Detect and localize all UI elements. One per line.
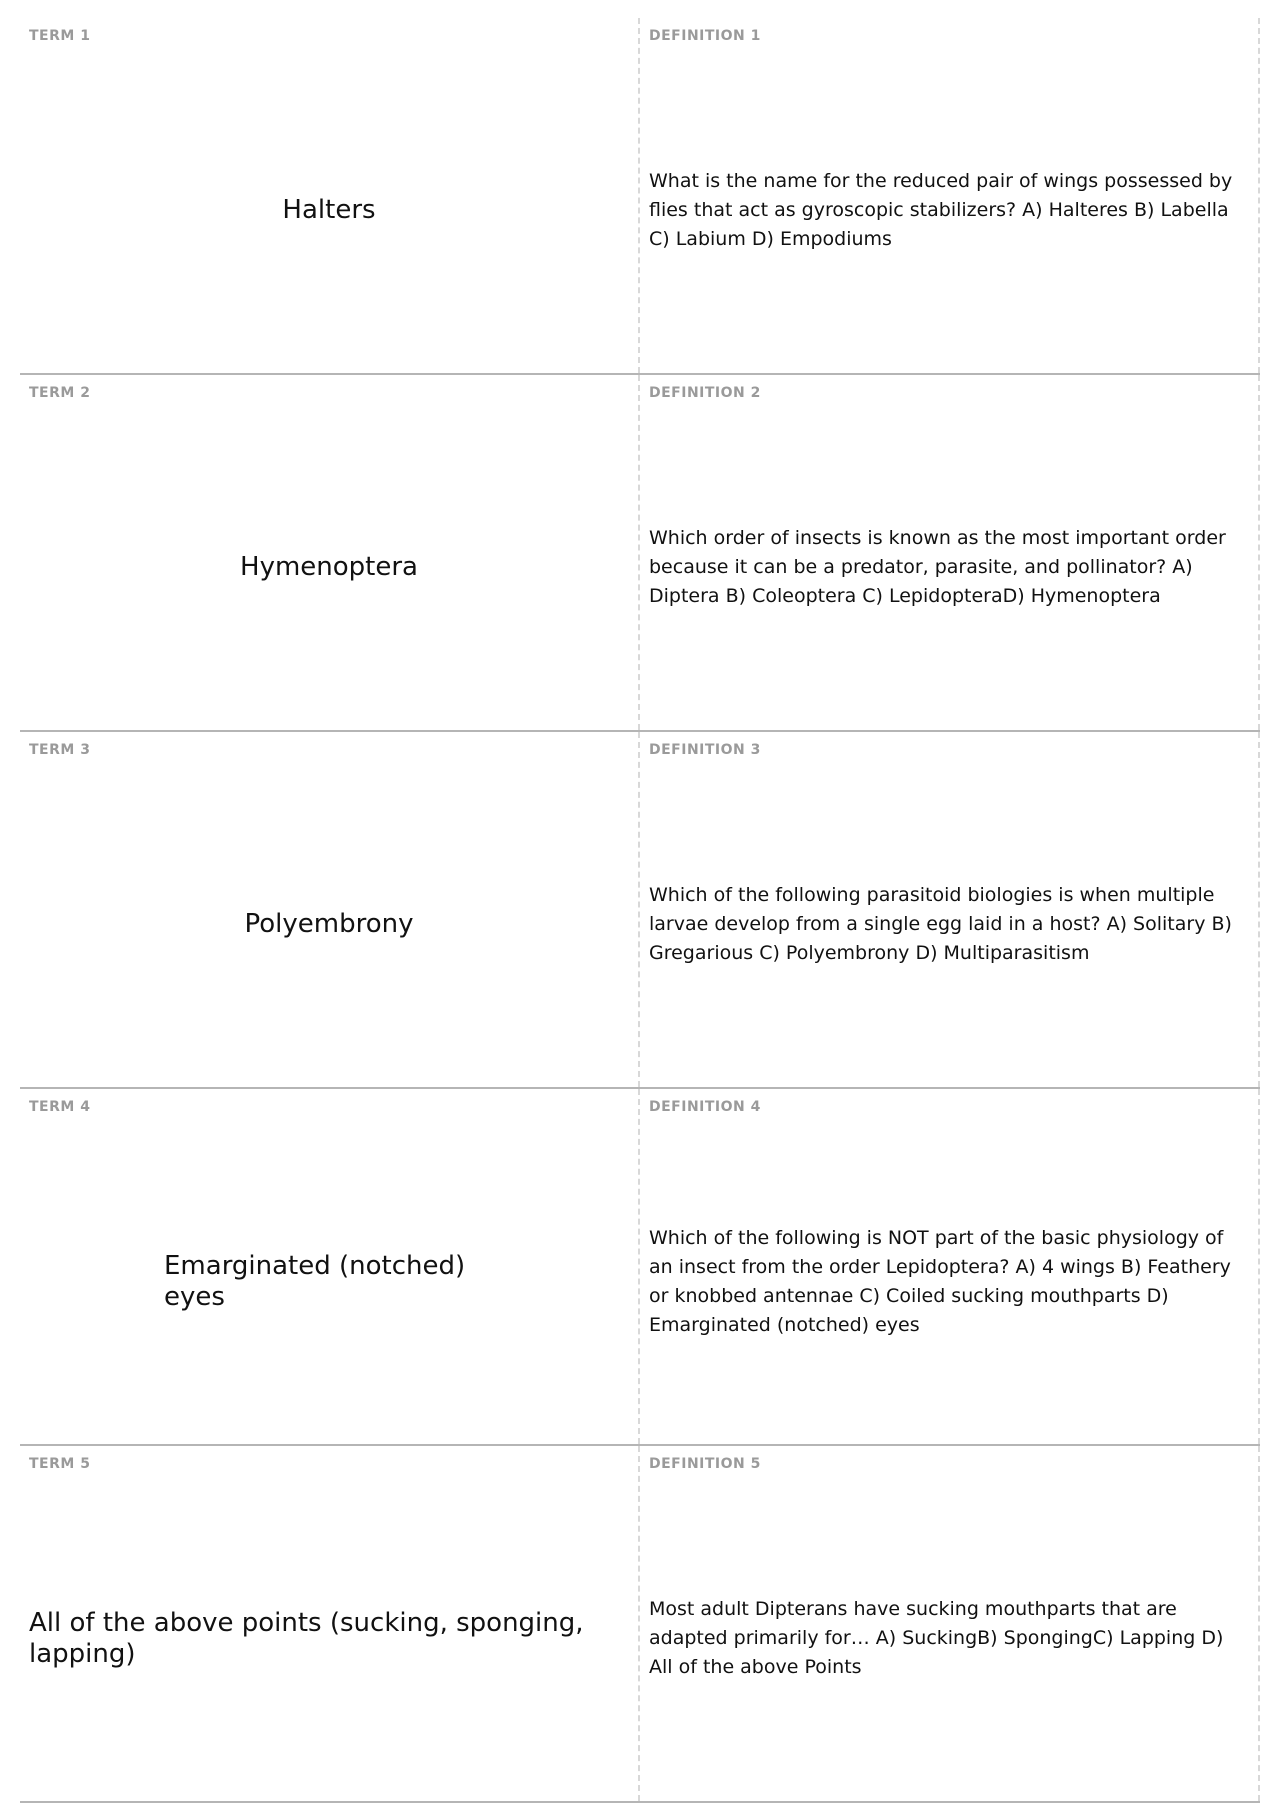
definition-label: DEFINITION 4 <box>649 1099 761 1115</box>
flashcard-sheet <box>20 18 1260 1803</box>
term-body <box>29 1129 629 1434</box>
flashcard-row <box>20 18 1260 375</box>
term-cell <box>20 732 640 1087</box>
definition-cell <box>640 18 1260 373</box>
definition-body <box>649 1486 1246 1791</box>
term-label: TERM 5 <box>29 1456 91 1472</box>
term-text: Polyembrony <box>244 909 414 939</box>
term-text: Halters <box>282 195 376 225</box>
definition-body <box>649 1129 1246 1434</box>
definition-body <box>649 772 1246 1077</box>
definition-text: Which of the following is NOT part of the basic physiology of an insect from the order Lepidoptera? A) 4 wings B) Feathery or knobbed antennae C) Coiled sucking mouthparts D) Emarginated (notched) eyes <box>649 1226 1231 1336</box>
term-body <box>29 58 629 363</box>
term-label: TERM 3 <box>29 742 91 758</box>
term-label: TERM 4 <box>29 1099 91 1115</box>
flashcard-row <box>20 375 1260 732</box>
term-text: Hymenoptera <box>240 552 418 582</box>
term-body <box>29 415 629 720</box>
definition-text: Which of the following parasitoid biologies is when multiple larvae develop from a single egg laid in a host? A) Solitary B) Gregarious C) Polyembrony D) Multiparasitism <box>649 884 1232 964</box>
flashcard-row <box>20 1446 1260 1803</box>
term-label: TERM 1 <box>29 28 91 44</box>
term-body <box>29 1486 629 1791</box>
definition-text: Most adult Dipterans have sucking mouthparts that are adapted primarily for… A) SuckingB) SpongingC) Lapping D) All of the above Points <box>649 1598 1224 1678</box>
definition-cell <box>640 1446 1260 1801</box>
definition-label: DEFINITION 2 <box>649 385 761 401</box>
definition-cell <box>640 1089 1260 1444</box>
definition-cell <box>640 375 1260 730</box>
term-label: TERM 2 <box>29 385 91 401</box>
definition-label: DEFINITION 3 <box>649 742 761 758</box>
definition-cell <box>640 732 1260 1087</box>
term-cell <box>20 1089 640 1444</box>
flashcard-row <box>20 732 1260 1089</box>
term-text: All of the above points (sucking, sponging, lapping) <box>29 1607 584 1669</box>
definition-text: Which order of insects is known as the most important order because it can be a predator, parasite, and pollinator? A) Diptera B) Coleoptera C) LepidopteraD) Hymenoptera <box>649 527 1226 607</box>
term-body <box>29 772 629 1077</box>
definition-label: DEFINITION 5 <box>649 1456 761 1472</box>
term-cell <box>20 375 640 730</box>
definition-body <box>649 415 1246 720</box>
definition-text: What is the name for the reduced pair of wings possessed by flies that act as gyroscopic stabilizers? A) Halteres B) Labella C) Labium D) Empodiums <box>649 170 1233 250</box>
flashcard-row <box>20 1089 1260 1446</box>
definition-body <box>649 58 1246 363</box>
term-text: Emarginated (notched) eyes <box>164 1250 466 1312</box>
definition-label: DEFINITION 1 <box>649 28 761 44</box>
term-cell <box>20 1446 640 1801</box>
term-cell <box>20 18 640 373</box>
